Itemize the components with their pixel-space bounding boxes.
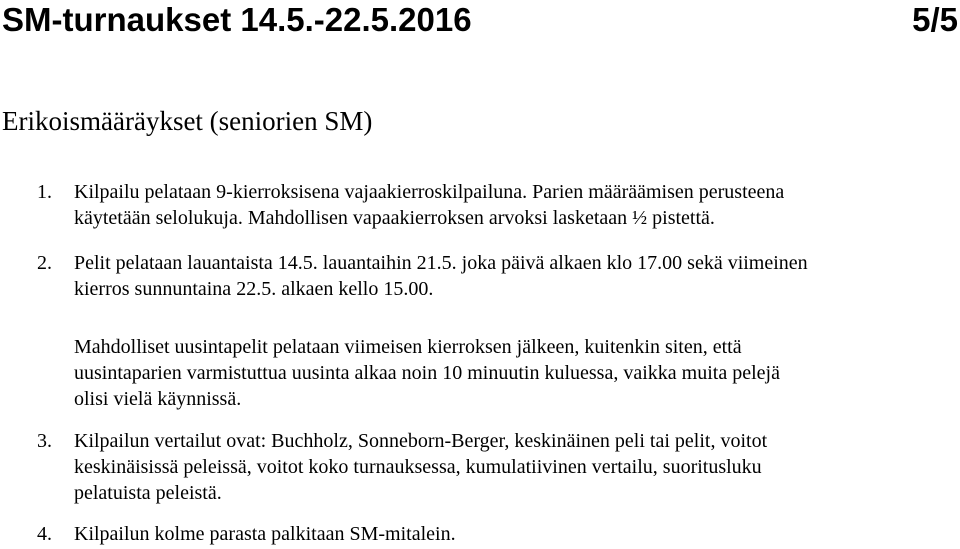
list-item-line: Kilpailu pelataan 9-kierroksisena vajaakierroskilpailuna. Parien määräämisen perusteena	[74, 181, 785, 203]
list-item-paragraph	[74, 334, 954, 412]
list-item-line: kierros sunnuntaina 22.5. alkaen kello 15.00.	[74, 278, 434, 300]
list-item-text	[74, 179, 954, 231]
header	[2, 0, 958, 44]
paragraph-line: uusintaparien varmistuttua uusinta alkaa noin 10 minuutin kuluessa, vaikka muita pelejä	[74, 362, 780, 384]
list-item-line: pelatuista peleistä.	[74, 482, 222, 504]
paragraph-line: olisi vielä käynnissä.	[74, 388, 242, 410]
page-title: SM-turnaukset 14.5.-22.5.2016	[2, 1, 472, 38]
list-item-line: käytetään selolukuja. Mahdollisen vapaakierroksen arvoksi lasketaan ½ pistettä.	[74, 207, 715, 229]
page-number: 5/5	[912, 1, 958, 38]
list-item-text	[74, 428, 954, 506]
list-item-number: 4.	[37, 523, 52, 545]
list-item-line: keskinäisissä peleissä, voitot koko turnauksessa, kumulatiivinen vertailu, suoritusluku	[74, 456, 762, 478]
list-item-number: 1.	[37, 181, 52, 203]
list-item-line: Kilpailun kolme parasta palkitaan SM-mitalein.	[74, 523, 456, 545]
list-item-line: Pelit pelataan lauantaista 14.5. lauantaihin 21.5. joka päivä alkaen klo 17.00 sekä viimeinen	[74, 252, 808, 274]
paragraph-line: Mahdolliset uusintapelit pelataan viimeisen kierroksen jälkeen, kuitenkin siten, että	[74, 336, 742, 358]
list-item-text	[74, 250, 954, 302]
list-item-number: 3.	[37, 430, 52, 452]
list-item-text	[74, 521, 954, 547]
list-item-number: 2.	[37, 252, 52, 274]
section-heading: Erikoismääräykset (seniorien SM)	[2, 106, 373, 136]
list-item-line: Kilpailun vertailut ovat: Buchholz, Sonneborn-Berger, keskinäinen peli tai pelit, voitot	[74, 430, 768, 452]
